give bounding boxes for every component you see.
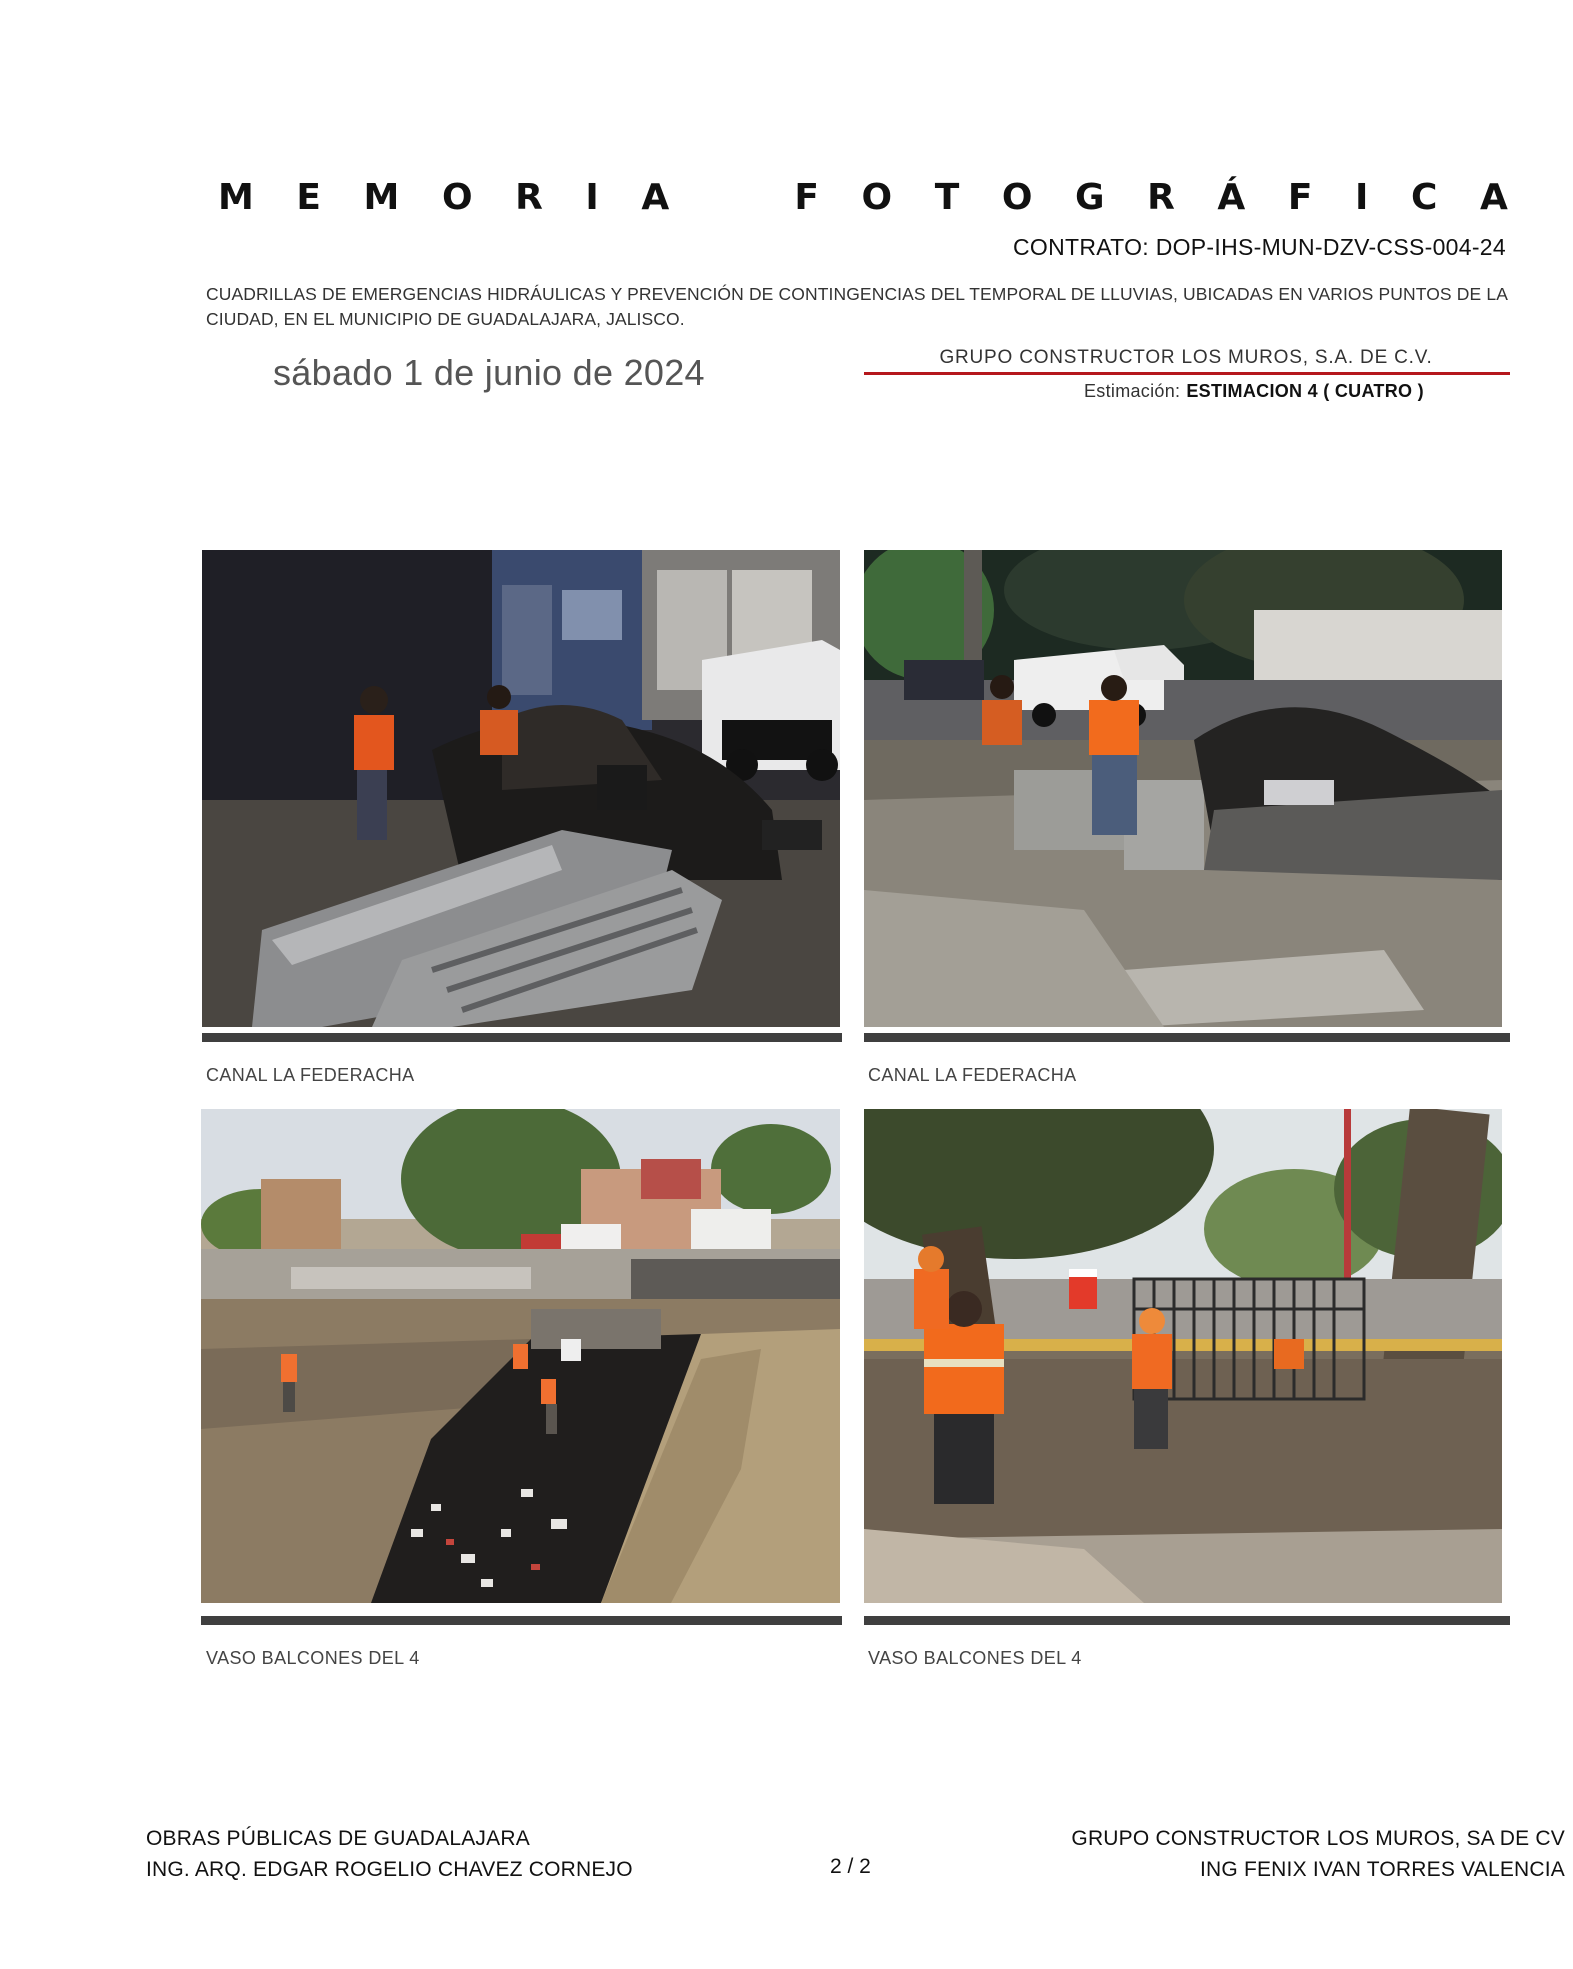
accent-divider	[864, 372, 1510, 375]
photo-bar	[864, 1033, 1510, 1042]
title-letter: I	[1355, 177, 1369, 218]
photo-vaso-canal-image	[201, 1109, 840, 1603]
footer-right-org: GRUPO CONSTRUCTOR LOS MUROS, SA DE CV	[1071, 1827, 1565, 1850]
photo-caption: VASO BALCONES DEL 4	[206, 1648, 420, 1668]
photo-vaso-balcones-1	[201, 1109, 840, 1603]
footer-signatory-right	[1071, 1823, 1565, 1885]
title-letter: O	[861, 177, 893, 218]
title-letter: E	[296, 177, 321, 218]
title-letter: O	[1001, 177, 1033, 218]
photo-canal-federacha-2	[864, 550, 1502, 1027]
estimacion	[1084, 381, 1424, 402]
contract-number: CONTRATO: DOP-IHS-MUN-DZV-CSS-004-24	[1012, 234, 1506, 260]
photo-bar	[201, 1616, 842, 1625]
footer-signatory-left	[146, 1823, 633, 1885]
photo-caption: VASO BALCONES DEL 4	[868, 1648, 1082, 1668]
photo-canal-federacha-1	[202, 550, 840, 1027]
estimacion-value: ESTIMACION 4 ( CUATRO )	[1186, 381, 1424, 401]
contractor-name: GRUPO CONSTRUCTOR LOS MUROS, S.A. DE C.V.	[939, 347, 1433, 368]
title-letter: R	[515, 177, 543, 218]
photo-canal-street-image	[864, 550, 1502, 1027]
title-letter: I	[585, 177, 599, 218]
title-letter: A	[641, 177, 670, 218]
title-letter: O	[441, 177, 473, 218]
title-letter: G	[1075, 177, 1105, 218]
title-letter: Á	[1217, 177, 1246, 218]
photo-bar	[202, 1033, 842, 1042]
photo-vaso-park-image	[864, 1109, 1502, 1603]
title-letter: A	[1479, 177, 1508, 218]
photo-vaso-balcones-2	[864, 1109, 1502, 1603]
title-letter: M	[218, 177, 254, 218]
title-letter: F	[1287, 177, 1313, 218]
report-date: sábado 1 de junio de 2024	[273, 352, 705, 393]
footer-left-org: OBRAS PÚBLICAS DE GUADALAJARA	[146, 1827, 530, 1850]
title-letter: R	[1147, 177, 1175, 218]
title-gap	[712, 174, 752, 222]
footer-right-person: ING FENIX IVAN TORRES VALENCIA	[1199, 1858, 1565, 1881]
footer-left-person: ING. ARQ. EDGAR ROGELIO CHAVEZ CORNEJO	[146, 1858, 633, 1881]
project-description: CUADRILLAS DE EMERGENCIAS HIDRÁULICAS Y PREVENCIÓN DE CONTINGENCIAS DEL TEMPORAL DE LLUVIAS, UBICADAS EN VARIOS PUNTOS DE LA CIUDAD, EN EL MUNICIPIO DE GUADALAJARA, JALISCO.	[206, 284, 1508, 329]
estimacion-label: Estimación:	[1084, 381, 1181, 401]
photo-canal-debris-image	[202, 550, 840, 1027]
title-letter: T	[934, 177, 960, 218]
page-number: 2 / 2	[830, 1855, 871, 1878]
photo-bar	[864, 1616, 1510, 1625]
photo-caption: CANAL LA FEDERACHA	[868, 1065, 1077, 1085]
page-title	[218, 174, 1508, 222]
title-letter: C	[1410, 177, 1438, 218]
title-letter: F	[794, 177, 819, 218]
photo-caption: CANAL LA FEDERACHA	[206, 1065, 415, 1085]
title-letter: M	[363, 177, 400, 218]
